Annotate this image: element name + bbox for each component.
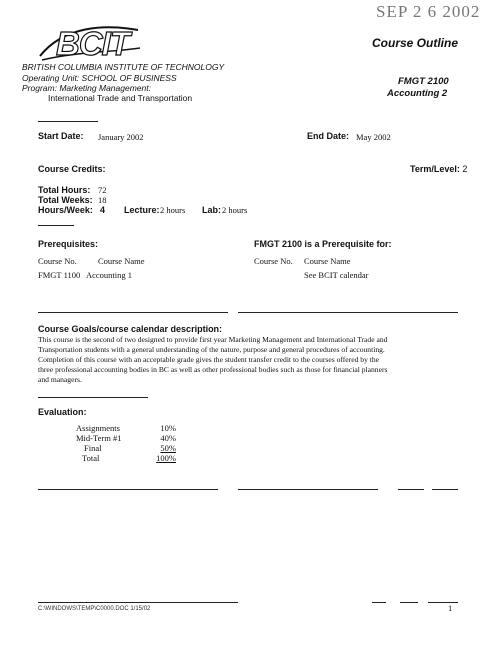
- term-level-label: Term/Level:: [410, 164, 460, 174]
- divider: [398, 489, 424, 490]
- start-date-value: January 2002: [98, 132, 144, 142]
- evaluation-label: Total: [82, 453, 100, 463]
- end-date-label: End Date:: [307, 131, 350, 141]
- lab-label: Lab:: [202, 205, 221, 215]
- course-goals-text: [38, 335, 468, 385]
- evaluation-label: Final: [84, 443, 102, 453]
- prereq-row-name: Accounting 1: [86, 270, 133, 280]
- program-sub: International Trade and Transportation: [48, 93, 193, 103]
- prereq-row-no: FMGT 1100: [38, 270, 81, 280]
- term-level: [410, 164, 467, 174]
- course-name: Accounting 2: [387, 88, 448, 99]
- course-code: FMGT 2100: [398, 76, 449, 87]
- footer-rule: [400, 602, 418, 603]
- lecture-label: Lecture:: [124, 205, 160, 215]
- evaluation-label: Mid-Term #1: [76, 433, 122, 443]
- goals-line: Transportation students with a general understanding of the nature, purpose and general procedures of accounting.: [38, 345, 385, 354]
- received-stamp: SEP 2 6 2002: [376, 2, 481, 21]
- end-date-value: May 2002: [356, 132, 391, 142]
- goals-line: Completion of this course with an acceptable grade gives the student transfer credit to the courses offered by the: [38, 355, 380, 364]
- goals-line: and managers.: [38, 375, 82, 384]
- institute-name: BRITISH COLUMBIA INSTITUTE OF TECHNOLOGY: [22, 62, 225, 72]
- footer-rule: [372, 602, 386, 603]
- evaluation-title: Evaluation:: [38, 407, 87, 417]
- prerequisites-title: Prerequisites:: [38, 239, 99, 249]
- divider: [38, 225, 74, 226]
- divider: [38, 121, 98, 122]
- divider: [38, 312, 228, 313]
- divider: [238, 312, 458, 313]
- footer-rule: [428, 602, 458, 603]
- evaluation-row: [70, 433, 176, 443]
- prerequisite-for-title: FMGT 2100 is a Prerequisite for:: [254, 239, 392, 249]
- evaluation-row: [70, 453, 176, 463]
- program: Program: Marketing Management:: [22, 83, 151, 93]
- total-weeks-label: Total Weeks:: [38, 195, 93, 205]
- doc-type: Course Outline: [372, 36, 459, 50]
- bcit-logo: [34, 22, 144, 66]
- total-weeks-value: 18: [98, 195, 107, 205]
- logo-text: BCIT: [56, 25, 129, 62]
- course-credits-label: Course Credits:: [38, 164, 106, 174]
- evaluation-label: Assignments: [76, 423, 120, 433]
- evaluation-table: [70, 423, 176, 463]
- total-hours-label: Total Hours:: [38, 185, 91, 195]
- divider: [38, 489, 218, 490]
- evaluation-value: 100%: [156, 453, 176, 463]
- evaluation-row: [70, 423, 176, 433]
- prereq-for-row-name: See BCIT calendar: [304, 270, 369, 280]
- prereq-col-name: Course Name: [98, 256, 145, 266]
- total-hours-value: 72: [98, 185, 107, 195]
- prereq-for-col-no: Course No.: [254, 256, 293, 266]
- divider: [432, 489, 458, 490]
- evaluation-value: 10%: [160, 423, 176, 433]
- divider: [238, 489, 378, 490]
- hours-week-value: 4: [100, 205, 106, 215]
- operating-unit: Operating Unit: SCHOOL OF BUSINESS: [22, 73, 177, 83]
- footer-file-path: C:\WINDOWS\TEMP\C0000.DOC 1/15/02: [38, 606, 151, 612]
- goals-line: three professional accounting bodies in BC as well as other professional bodies such as those for financial planners: [38, 365, 388, 374]
- evaluation-value: 50%: [160, 443, 176, 453]
- start-date-label: Start Date:: [38, 131, 84, 141]
- footer-rule: [38, 602, 238, 603]
- term-level-value: 2: [462, 164, 468, 174]
- lecture-value: 2 hours: [160, 205, 186, 215]
- goals-line: This course is the second of two designed to provide first year Marketing Management and International Trade and: [38, 335, 388, 344]
- divider: [38, 397, 148, 398]
- page-number: 1: [448, 603, 453, 613]
- evaluation-row: [70, 443, 176, 453]
- evaluation-value: 40%: [160, 433, 176, 443]
- course-goals-title: Course Goals/course calendar description:: [38, 324, 223, 334]
- prereq-col-no: Course No.: [38, 256, 77, 266]
- lab-value: 2 hours: [222, 205, 248, 215]
- prereq-for-col-name: Course Name: [304, 256, 351, 266]
- hours-week-label: Hours/Week:: [38, 205, 93, 215]
